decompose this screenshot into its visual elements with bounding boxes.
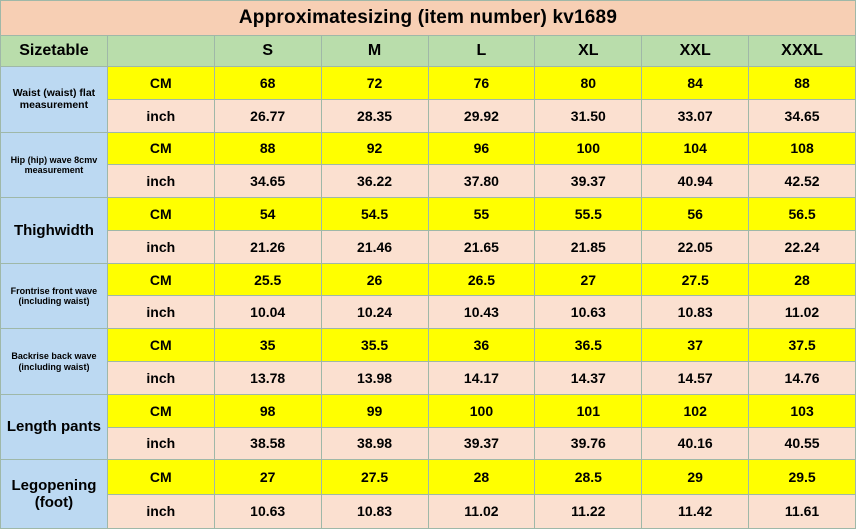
table-row xyxy=(1,460,856,494)
cell-cm: 72 xyxy=(321,67,428,100)
cell-cm: 29.5 xyxy=(749,460,856,494)
header-size-xxxl: XXXL xyxy=(749,36,856,67)
cell-cm: 54 xyxy=(214,198,321,231)
row-label: Frontrise front wave (including waist) xyxy=(1,263,108,329)
row-label: Legopening (foot) xyxy=(1,460,108,529)
cell-inch: 39.37 xyxy=(428,427,535,460)
cell-cm: 68 xyxy=(214,67,321,100)
cell-cm: 27.5 xyxy=(642,263,749,296)
cell-cm: 28.5 xyxy=(535,460,642,494)
cell-inch: 34.65 xyxy=(214,165,321,198)
cell-cm: 28 xyxy=(749,263,856,296)
cell-cm: 28 xyxy=(428,460,535,494)
cell-cm: 76 xyxy=(428,67,535,100)
cell-inch: 40.16 xyxy=(642,427,749,460)
cell-inch: 14.57 xyxy=(642,362,749,395)
cell-cm: 25.5 xyxy=(214,263,321,296)
cell-cm: 88 xyxy=(214,132,321,165)
cell-inch: 39.76 xyxy=(535,427,642,460)
cell-inch: 39.37 xyxy=(535,165,642,198)
header-size-m: M xyxy=(321,36,428,67)
cell-cm: 100 xyxy=(428,394,535,427)
cell-inch: 22.05 xyxy=(642,230,749,263)
cell-cm: 104 xyxy=(642,132,749,165)
cell-cm: 103 xyxy=(749,394,856,427)
cell-cm: 101 xyxy=(535,394,642,427)
cell-inch: 10.83 xyxy=(642,296,749,329)
cell-cm: 27.5 xyxy=(321,460,428,494)
unit-inch-label: inch xyxy=(107,427,214,460)
unit-cm-label: CM xyxy=(107,263,214,296)
cell-inch: 26.77 xyxy=(214,99,321,132)
cell-cm: 102 xyxy=(642,394,749,427)
cell-cm: 37 xyxy=(642,329,749,362)
table-row xyxy=(1,494,856,528)
title-row xyxy=(1,1,856,36)
row-label: Length pants xyxy=(1,394,108,460)
unit-inch-label: inch xyxy=(107,99,214,132)
row-label: Thighwidth xyxy=(1,198,108,264)
cell-cm: 27 xyxy=(535,263,642,296)
cell-cm: 54.5 xyxy=(321,198,428,231)
cell-cm: 36.5 xyxy=(535,329,642,362)
table-row xyxy=(1,427,856,460)
table-row xyxy=(1,329,856,362)
cell-inch: 21.65 xyxy=(428,230,535,263)
cell-cm: 37.5 xyxy=(749,329,856,362)
unit-cm-label: CM xyxy=(107,132,214,165)
cell-cm: 36 xyxy=(428,329,535,362)
unit-inch-label: inch xyxy=(107,165,214,198)
row-label: Waist (waist) flat measurement xyxy=(1,67,108,133)
unit-inch-label: inch xyxy=(107,296,214,329)
cell-inch: 40.55 xyxy=(749,427,856,460)
cell-cm: 26 xyxy=(321,263,428,296)
unit-cm-label: CM xyxy=(107,394,214,427)
cell-cm: 26.5 xyxy=(428,263,535,296)
table-row xyxy=(1,132,856,165)
cell-inch: 11.42 xyxy=(642,494,749,528)
header-size-xxl: XXL xyxy=(642,36,749,67)
cell-cm: 96 xyxy=(428,132,535,165)
cell-inch: 13.78 xyxy=(214,362,321,395)
chart-title: Approximatesizing (item number) kv1689 xyxy=(1,1,856,36)
cell-cm: 84 xyxy=(642,67,749,100)
cell-inch: 21.26 xyxy=(214,230,321,263)
header-size-xl: XL xyxy=(535,36,642,67)
cell-inch: 22.24 xyxy=(749,230,856,263)
cell-cm: 99 xyxy=(321,394,428,427)
cell-inch: 21.46 xyxy=(321,230,428,263)
unit-cm-label: CM xyxy=(107,67,214,100)
cell-inch: 10.04 xyxy=(214,296,321,329)
cell-inch: 38.58 xyxy=(214,427,321,460)
table-row xyxy=(1,165,856,198)
unit-inch-label: inch xyxy=(107,362,214,395)
cell-cm: 108 xyxy=(749,132,856,165)
cell-inch: 10.43 xyxy=(428,296,535,329)
cell-cm: 56 xyxy=(642,198,749,231)
cell-cm: 98 xyxy=(214,394,321,427)
cell-inch: 14.17 xyxy=(428,362,535,395)
cell-inch: 14.37 xyxy=(535,362,642,395)
cell-cm: 56.5 xyxy=(749,198,856,231)
row-label: Hip (hip) wave 8cmv measurement xyxy=(1,132,108,198)
cell-inch: 11.61 xyxy=(749,494,856,528)
unit-cm-label: CM xyxy=(107,198,214,231)
cell-inch: 14.76 xyxy=(749,362,856,395)
cell-inch: 21.85 xyxy=(535,230,642,263)
cell-inch: 42.52 xyxy=(749,165,856,198)
cell-inch: 36.22 xyxy=(321,165,428,198)
table-row xyxy=(1,198,856,231)
cell-inch: 34.65 xyxy=(749,99,856,132)
table-row xyxy=(1,263,856,296)
row-label: Backrise back wave (including waist) xyxy=(1,329,108,395)
header-row xyxy=(1,36,856,67)
cell-inch: 38.98 xyxy=(321,427,428,460)
cell-inch: 13.98 xyxy=(321,362,428,395)
cell-cm: 80 xyxy=(535,67,642,100)
cell-cm: 35 xyxy=(214,329,321,362)
cell-inch: 10.83 xyxy=(321,494,428,528)
cell-cm: 100 xyxy=(535,132,642,165)
header-size-l: L xyxy=(428,36,535,67)
cell-inch: 10.63 xyxy=(535,296,642,329)
cell-cm: 92 xyxy=(321,132,428,165)
table-row xyxy=(1,230,856,263)
cell-inch: 11.02 xyxy=(428,494,535,528)
unit-inch-label: inch xyxy=(107,230,214,263)
cell-cm: 35.5 xyxy=(321,329,428,362)
unit-inch-label: inch xyxy=(107,494,214,528)
header-size-s: S xyxy=(214,36,321,67)
cell-inch: 28.35 xyxy=(321,99,428,132)
header-unit-blank xyxy=(107,36,214,67)
cell-inch: 37.80 xyxy=(428,165,535,198)
table-row xyxy=(1,99,856,132)
cell-inch: 10.24 xyxy=(321,296,428,329)
cell-cm: 55.5 xyxy=(535,198,642,231)
table-row xyxy=(1,362,856,395)
table-row xyxy=(1,296,856,329)
cell-cm: 29 xyxy=(642,460,749,494)
cell-cm: 27 xyxy=(214,460,321,494)
cell-inch: 29.92 xyxy=(428,99,535,132)
unit-cm-label: CM xyxy=(107,329,214,362)
cell-inch: 11.22 xyxy=(535,494,642,528)
header-size-table-label: Sizetable xyxy=(1,36,108,67)
cell-inch: 33.07 xyxy=(642,99,749,132)
cell-inch: 31.50 xyxy=(535,99,642,132)
cell-inch: 10.63 xyxy=(214,494,321,528)
cell-cm: 88 xyxy=(749,67,856,100)
table-row xyxy=(1,67,856,100)
cell-cm: 55 xyxy=(428,198,535,231)
unit-cm-label: CM xyxy=(107,460,214,494)
cell-inch: 40.94 xyxy=(642,165,749,198)
cell-inch: 11.02 xyxy=(749,296,856,329)
table-row xyxy=(1,394,856,427)
